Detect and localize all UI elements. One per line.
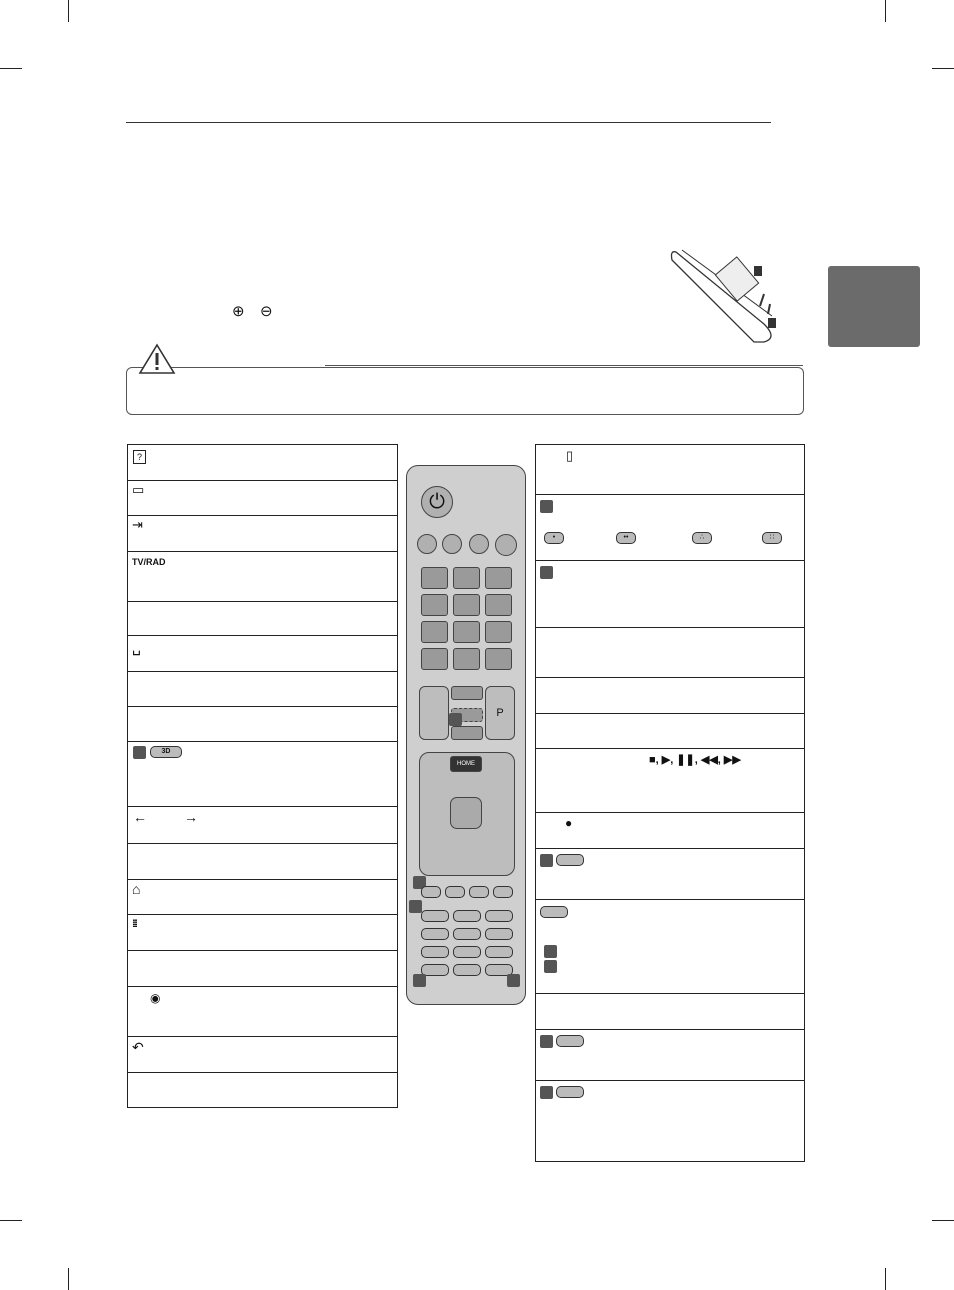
remote-small-button: [453, 964, 481, 976]
caution-box: [126, 367, 804, 415]
table-row: [128, 914, 397, 915]
remote-small-button: [453, 910, 481, 922]
rewind-button: [421, 946, 449, 958]
table-row: [128, 551, 397, 552]
table-row: [128, 515, 397, 516]
space-icon: ␣: [132, 639, 141, 655]
table-row: [128, 1072, 397, 1073]
green-button: [445, 886, 465, 898]
bottom-right-callout-badge: [507, 974, 520, 987]
header-rule: [126, 122, 771, 123]
table-row: [128, 986, 397, 987]
crop-mark: [68, 1268, 69, 1290]
q-view-button: [485, 648, 512, 670]
table-row: [128, 601, 397, 602]
ratio-icon: ▭: [132, 482, 145, 497]
table-row: [536, 1029, 804, 1030]
table-row: [128, 879, 397, 880]
color-buttons-badge: [540, 500, 553, 513]
energy-badge: [540, 854, 553, 867]
back-icon: ↶: [132, 1039, 144, 1055]
table-row: [128, 480, 397, 481]
energy-saving-button-icon: [556, 854, 584, 866]
power-icon: ⏻: [429, 491, 445, 513]
remote-small-button: [421, 910, 449, 922]
remote-control-diagram: [406, 465, 526, 1005]
number-button: [421, 621, 448, 643]
arrow-left-icon: ←: [133, 809, 147, 825]
three-d-callout-badge: [449, 713, 462, 726]
av-badge: [544, 960, 557, 973]
space-button: [453, 648, 480, 670]
mute-button: [451, 726, 483, 740]
table-row: [128, 741, 397, 742]
program-rocker: [485, 686, 515, 740]
crop-mark: [932, 68, 954, 69]
home-icon: ⌂: [132, 881, 141, 897]
arrow-right-icon: →: [184, 809, 198, 825]
number-button: [485, 567, 512, 589]
blank-button-badge: [540, 1086, 553, 1099]
remote-small-button: [485, 910, 513, 922]
table-row: [536, 494, 804, 495]
table-row: [536, 677, 804, 678]
table-row: [128, 1036, 397, 1037]
power-button: [421, 486, 453, 518]
teletext-callout-badge: [409, 900, 422, 913]
green-button-icon: ••: [616, 532, 636, 544]
table-row: [536, 560, 804, 561]
teletext-badge: [540, 566, 553, 579]
warning-triangle-icon: [138, 343, 176, 375]
crop-mark: [68, 0, 69, 22]
playback-icons: ■, ▶, ❚❚, ◀◀, ▶▶: [649, 754, 741, 766]
table-row: [128, 950, 397, 951]
ok-button: [450, 797, 482, 829]
plus-circle-icon: ⊕: [232, 303, 245, 320]
number-button: [453, 621, 480, 643]
table-row: [536, 713, 804, 714]
left-button-table: [127, 444, 398, 1108]
av-badge: [544, 945, 557, 958]
record-icon: ●: [565, 816, 573, 830]
blue-button-icon: ∷: [762, 532, 782, 544]
help-icon: ?: [133, 450, 146, 464]
ok-target-icon: ◉: [150, 991, 161, 1005]
table-row: [536, 848, 804, 849]
table-row: [128, 635, 397, 636]
number-button: [421, 567, 448, 589]
forward-button: [453, 946, 481, 958]
settings-button-icon: [556, 1035, 584, 1047]
minus-circle-icon: ⊖: [260, 303, 273, 320]
tv-rad-button: [495, 534, 517, 556]
program-label: P: [496, 707, 504, 719]
number-button: [485, 594, 512, 616]
bottom-left-callout-badge: [413, 974, 426, 987]
number-badge: [133, 746, 146, 759]
table-row: [128, 806, 397, 807]
tv-rad-icon: TV/RAD: [132, 557, 166, 567]
volume-rocker: [419, 686, 449, 740]
info-icon: ▯: [566, 448, 574, 463]
settings-badge: [540, 1035, 553, 1048]
pause-button: [485, 928, 513, 940]
yellow-button: [469, 886, 489, 898]
red-button-icon: •: [544, 532, 564, 544]
table-row: [536, 812, 804, 813]
crop-mark: [932, 1220, 954, 1221]
crop-mark: [885, 0, 886, 22]
red-button: [421, 886, 441, 898]
table-row: [536, 627, 804, 628]
table-row: [536, 1080, 804, 1081]
table-row: [128, 706, 397, 707]
number-button: [453, 567, 480, 589]
three-d-button-icon: 3D: [150, 746, 182, 758]
play-button: [453, 928, 481, 940]
crop-mark: [0, 68, 22, 69]
table-row: [128, 843, 397, 844]
home-label: HOME: [457, 761, 475, 767]
right-button-table: [535, 444, 805, 1162]
home-button: [450, 756, 482, 772]
record-button: [485, 946, 513, 958]
fav-button: [451, 686, 483, 700]
number-button: [485, 621, 512, 643]
number-button: [421, 594, 448, 616]
yellow-button-icon: ∴: [692, 532, 712, 544]
list-button: [421, 648, 448, 670]
remote-battery-illustration: [668, 246, 788, 346]
help-button: [417, 534, 437, 554]
av-mode-button-icon: [540, 906, 568, 918]
stop-button: [421, 928, 449, 940]
grid-icon: ⁞⁞⁞: [132, 919, 136, 930]
input-icon: ⇥: [132, 517, 143, 532]
ratio-button: [442, 534, 462, 554]
table-row: [536, 993, 804, 994]
chapter-tab: [828, 266, 920, 347]
table-row: [128, 671, 397, 672]
blue-button: [493, 886, 513, 898]
blank-button-icon: [556, 1086, 584, 1098]
crop-mark: [0, 1220, 22, 1221]
number-button: [453, 594, 480, 616]
caution-divider: [325, 365, 803, 366]
crop-mark: [885, 1268, 886, 1290]
table-row: [536, 748, 804, 749]
table-row: [536, 899, 804, 900]
input-button: [469, 534, 489, 554]
